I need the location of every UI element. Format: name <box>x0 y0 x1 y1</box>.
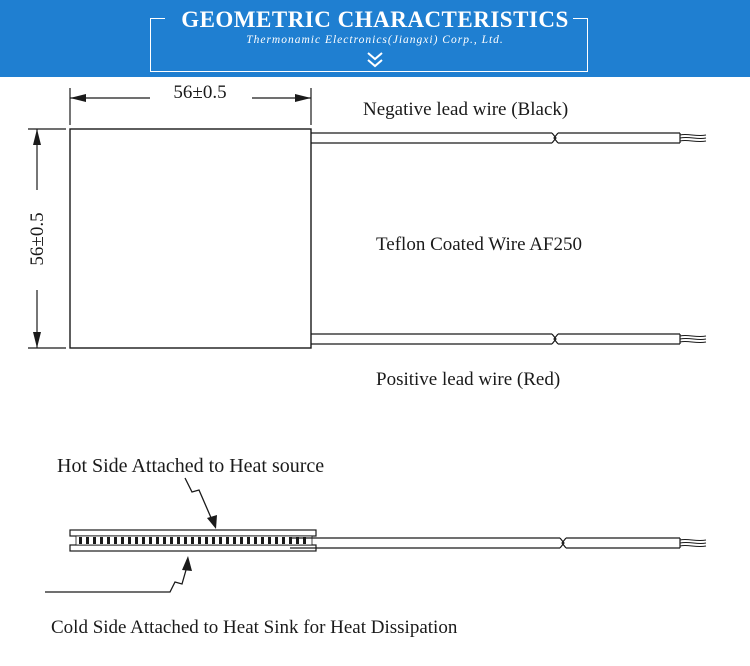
pellet <box>240 537 243 544</box>
hot-side-leader <box>185 478 217 529</box>
hot-side-label: Hot Side Attached to Heat source <box>57 455 325 477</box>
side-lead-wire <box>290 538 706 548</box>
pellet <box>254 537 257 544</box>
cold-side-leader <box>45 556 192 592</box>
pellet <box>149 537 152 544</box>
pellet <box>170 537 173 544</box>
pellet <box>219 537 222 544</box>
pellet <box>205 537 208 544</box>
negative-wire-label: Negative lead wire (Black) <box>363 99 569 120</box>
pellet <box>121 537 124 544</box>
pellet <box>107 537 110 544</box>
pellet <box>212 537 215 544</box>
pellet <box>100 537 103 544</box>
pellet <box>163 537 166 544</box>
company-subtitle: Thermonamic Electronics(Jiangxi) Corp., Ltd. <box>246 34 504 46</box>
pellet <box>282 537 285 544</box>
positive-wire-label: Positive lead wire (Red) <box>376 369 561 390</box>
pellet <box>177 537 180 544</box>
cold-side-label: Cold Side Attached to Heat Sink for Heat Dissipation <box>51 617 458 638</box>
pellet <box>79 537 82 544</box>
pellet <box>135 537 138 544</box>
pellet <box>191 537 194 544</box>
pellet <box>128 537 131 544</box>
pellet <box>184 537 187 544</box>
wire-type-label: Teflon Coated Wire AF250 <box>376 234 582 255</box>
width-dimension-label: 56±0.5 <box>173 82 227 103</box>
pellet <box>233 537 236 544</box>
page-title: GEOMETRIC CHARACTERISTICS <box>181 7 569 32</box>
pellet <box>114 537 117 544</box>
pellet <box>275 537 278 544</box>
pellet <box>86 537 89 544</box>
pellet <box>142 537 145 544</box>
module-top-view <box>70 129 311 348</box>
pellet <box>93 537 96 544</box>
height-dimension-label: 56±0.5 <box>27 212 48 266</box>
negative-lead-wire <box>311 133 706 143</box>
pellet <box>268 537 271 544</box>
pellet <box>198 537 201 544</box>
pellet <box>226 537 229 544</box>
positive-lead-wire <box>311 334 706 344</box>
pellet <box>247 537 250 544</box>
pellet <box>261 537 264 544</box>
pellet <box>156 537 159 544</box>
